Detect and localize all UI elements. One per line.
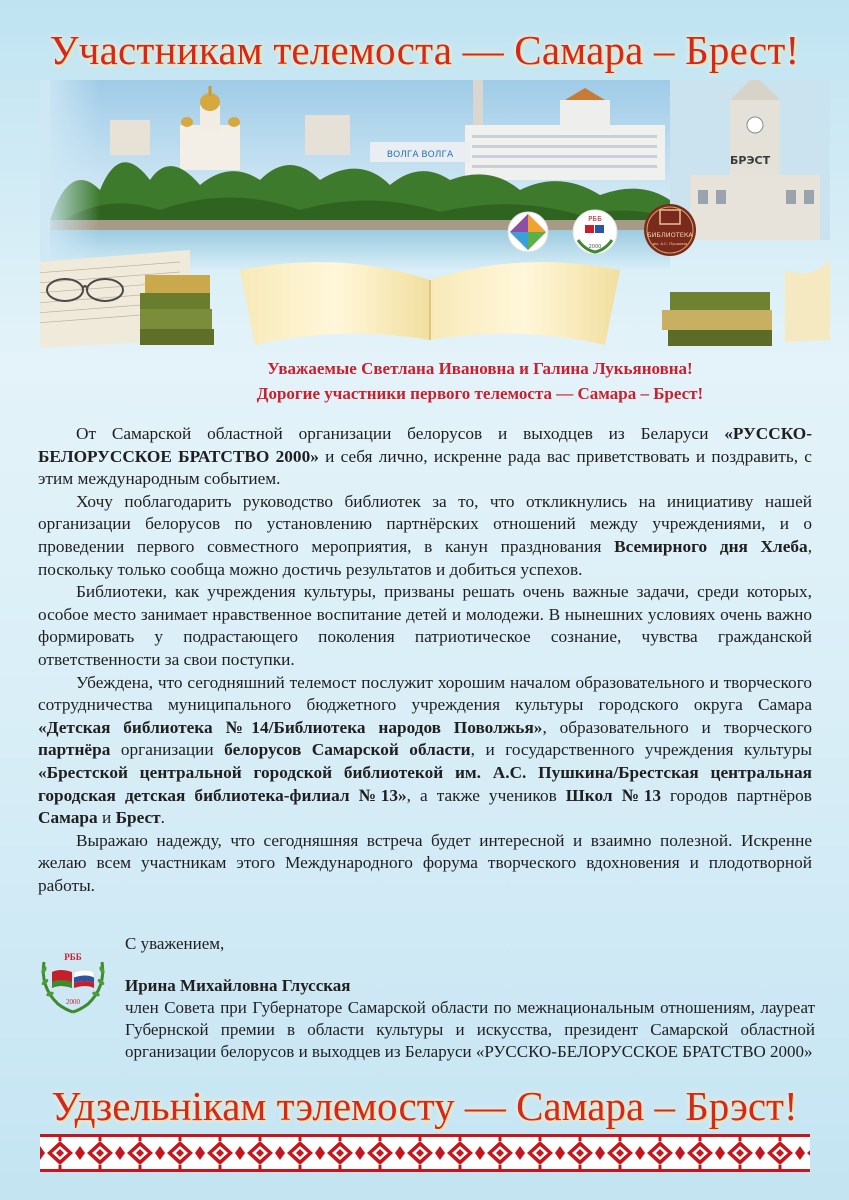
bold-run: Всемирного дня Хлеба	[614, 536, 808, 556]
rbb-emblem-text: РББ	[588, 215, 602, 223]
text-run: и	[97, 808, 116, 828]
rbb-emblem-year: 2000	[588, 244, 602, 250]
bold-run: белорусов Самарской области	[224, 740, 471, 760]
text-run: .	[160, 808, 165, 828]
brest-station-photo	[670, 80, 830, 240]
bold-run: «Брестской центральной городской библиотекой им. А.С. Пушкина/Брестская центральная городская детская библиотека-филиал №13»	[38, 762, 812, 805]
text-run: Библиотеки, как учреждения культуры, призваны решать очень важные задачи, среди которых, особое место занимает нравственное воспитание детей и молодежи. В нынешних условиях очень важно формировать у подрастающего поколения патриотическое сознание, чувства гражданской ответственности за свои поступки.	[38, 582, 812, 669]
library-emblem	[644, 204, 696, 256]
text-run: , и государственного учреждения культуры	[470, 740, 813, 760]
signature-emblem-year: 2000	[66, 998, 80, 1006]
footer-title: Удзельнікам тэлемосту — Самара – Брэст!	[51, 1083, 798, 1129]
text-run: организации	[110, 740, 225, 760]
bold-run: Школ №13	[565, 785, 661, 805]
text-run: Хочу поблагодарить руководство библиотек за то, что откликнулись на инициативу нашей организации белорусов по установлению партнёрских отношений между учреждениями, и о проведении первого совместного мероприятия, в канун празднования	[38, 491, 812, 556]
text-run: городов партнёров	[660, 785, 812, 805]
library-emblem-text: БИБЛИОТЕКА	[647, 231, 693, 239]
bold-run: партнёра	[38, 740, 111, 760]
signature-block	[125, 933, 815, 1063]
text-run: и себя лично, искренне рада вас приветствовать и поздравить, с этим международным событием.	[38, 446, 812, 489]
bold-run: Самара	[38, 808, 98, 828]
bold-run: Брест	[115, 808, 161, 828]
paragraph-2	[38, 491, 812, 581]
text-run: , поскольку только сообща можно достичь результатов и добиться успехов.	[38, 536, 813, 579]
greeting	[150, 356, 810, 406]
festival-logo	[508, 212, 548, 252]
text-run: , а также учеников	[406, 785, 566, 805]
page-title: Участникам телемоста — Самара – Брест!	[49, 27, 800, 73]
bold-run: «Детская библиотека №14/Библиотека народов Поволжья»	[38, 717, 543, 737]
text-run: , образовательного и творческого	[542, 717, 812, 737]
library-emblem-sub: им. А.С. Пушкина	[652, 241, 688, 246]
paragraph-1	[38, 423, 812, 491]
belarus-ornament	[40, 1134, 810, 1172]
paragraph-4	[38, 672, 812, 830]
rbb-signature-emblem	[36, 942, 110, 1016]
text-run: Выражаю надежду, что сегодняшняя встреча будет интересной и взаимно полезной. Искренне желаю всем участникам этого Международного форума творческого вдохновения и плодотворной работы.	[38, 830, 812, 895]
regards: С уважением,	[125, 934, 225, 953]
signer-description: член Совета при Губернаторе Самарской области по межнациональным отношениям, лауреат Губернской премии в области культуры и искусства, президент Самарской областной организации белорусов и выходцев из Беларуси «РУССКО-БЕЛОРУССКОЕ БРАТСТВО 2000»	[125, 998, 815, 1061]
paragraph-3	[38, 581, 812, 671]
paragraph-5	[38, 830, 812, 898]
bold-run: «РУССКО-БЕЛОРУССКОЕ БРАТСТВО 2000»	[38, 424, 812, 466]
rbb-emblem	[573, 210, 617, 254]
signer-name: Ирина Михайловна Глусская	[125, 976, 351, 995]
signature-emblem-text: РББ	[64, 952, 82, 962]
volga-sign: ВОЛГА ВОЛГА	[386, 150, 454, 160]
text-run: От Самарской областной организации белорусов и выходцев из Беларуси	[76, 424, 725, 443]
banner-illustration	[40, 80, 830, 350]
letter-body	[38, 423, 812, 897]
greeting-line-2: Дорогие участники первого телемоста — Самара – Брест!	[256, 384, 704, 403]
text-run: Убеждена, что сегодняшний телемост послужит хорошим началом образовательного и творческого сотрудничества муниципального бюджетного учреждения культуры городского округа Самара	[38, 672, 812, 715]
brest-sign: БРЭСТ	[730, 154, 771, 167]
greeting-line-1: Уважаемые Светлана Ивановна и Галина Лукьяновна!	[267, 359, 693, 378]
